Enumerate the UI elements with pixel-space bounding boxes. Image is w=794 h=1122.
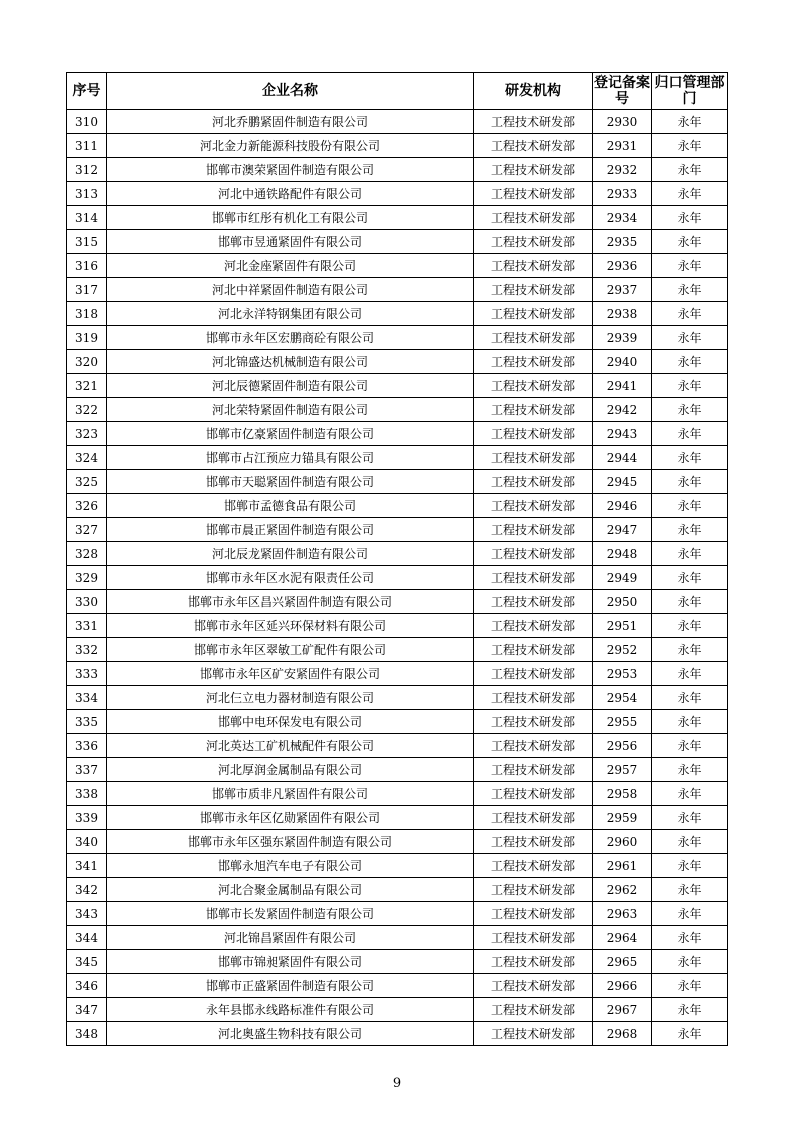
cell-reg-no: 2960	[593, 830, 652, 854]
cell-company: 邯郸市正盛紧固件制造有限公司	[107, 974, 474, 998]
cell-dept: 永年	[652, 206, 728, 230]
cell-seq: 331	[67, 614, 107, 638]
cell-reg-no: 2950	[593, 590, 652, 614]
cell-company: 邯郸市永年区水泥有限责任公司	[107, 566, 474, 590]
table-row	[67, 830, 728, 854]
cell-dept: 永年	[652, 230, 728, 254]
cell-company: 河北乔鹏紧固件制造有限公司	[107, 110, 474, 134]
cell-reg-no: 2962	[593, 878, 652, 902]
cell-seq: 344	[67, 926, 107, 950]
cell-reg-no: 2944	[593, 446, 652, 470]
cell-dept: 永年	[652, 158, 728, 182]
cell-dept: 永年	[652, 734, 728, 758]
cell-org: 工程技术研发部	[474, 278, 593, 302]
cell-reg-no: 2933	[593, 182, 652, 206]
cell-org: 工程技术研发部	[474, 326, 593, 350]
cell-seq: 333	[67, 662, 107, 686]
cell-seq: 318	[67, 302, 107, 326]
table-row	[67, 926, 728, 950]
cell-reg-no: 2935	[593, 230, 652, 254]
cell-seq: 317	[67, 278, 107, 302]
cell-dept: 永年	[652, 686, 728, 710]
cell-org: 工程技术研发部	[474, 566, 593, 590]
cell-org: 工程技术研发部	[474, 110, 593, 134]
cell-dept: 永年	[652, 590, 728, 614]
cell-dept: 永年	[652, 542, 728, 566]
cell-seq: 345	[67, 950, 107, 974]
cell-dept: 永年	[652, 350, 728, 374]
cell-company: 邯郸市占江预应力锚具有限公司	[107, 446, 474, 470]
cell-reg-no: 2930	[593, 110, 652, 134]
cell-dept: 永年	[652, 518, 728, 542]
table-row	[67, 638, 728, 662]
cell-seq: 315	[67, 230, 107, 254]
cell-seq: 339	[67, 806, 107, 830]
cell-reg-no: 2932	[593, 158, 652, 182]
cell-dept: 永年	[652, 614, 728, 638]
cell-seq: 324	[67, 446, 107, 470]
cell-company: 河北合聚金属制品有限公司	[107, 878, 474, 902]
cell-reg-no: 2938	[593, 302, 652, 326]
cell-org: 工程技术研发部	[474, 710, 593, 734]
table-row	[67, 374, 728, 398]
table-row	[67, 662, 728, 686]
cell-company: 永年县邯永线路标准件有限公司	[107, 998, 474, 1022]
cell-seq: 325	[67, 470, 107, 494]
table-row	[67, 206, 728, 230]
cell-reg-no: 2963	[593, 902, 652, 926]
cell-reg-no: 2936	[593, 254, 652, 278]
cell-company: 邯郸市锦昶紧固件有限公司	[107, 950, 474, 974]
table-row	[67, 854, 728, 878]
table-row	[67, 278, 728, 302]
cell-org: 工程技术研发部	[474, 470, 593, 494]
cell-org: 工程技术研发部	[474, 806, 593, 830]
table-row	[67, 134, 728, 158]
cell-dept: 永年	[652, 302, 728, 326]
cell-org: 工程技术研发部	[474, 926, 593, 950]
cell-org: 工程技术研发部	[474, 230, 593, 254]
cell-reg-no: 2954	[593, 686, 652, 710]
page-number: 9	[392, 1076, 402, 1091]
table-row	[67, 446, 728, 470]
registration-table	[66, 72, 728, 1046]
cell-org: 工程技术研发部	[474, 158, 593, 182]
cell-company: 河北中祥紧固件制造有限公司	[107, 278, 474, 302]
cell-reg-no: 2947	[593, 518, 652, 542]
cell-org: 工程技术研发部	[474, 878, 593, 902]
cell-org: 工程技术研发部	[474, 446, 593, 470]
cell-company: 邯郸市质非凡紧固件有限公司	[107, 782, 474, 806]
cell-seq: 337	[67, 758, 107, 782]
cell-company: 河北辰德紧固件制造有限公司	[107, 374, 474, 398]
cell-org: 工程技术研发部	[474, 494, 593, 518]
cell-company: 河北英达工矿机械配件有限公司	[107, 734, 474, 758]
cell-company: 河北永洋特钢集团有限公司	[107, 302, 474, 326]
cell-org: 工程技术研发部	[474, 686, 593, 710]
cell-company: 邯郸市永年区昌兴紧固件制造有限公司	[107, 590, 474, 614]
cell-dept: 永年	[652, 974, 728, 998]
cell-reg-no: 2931	[593, 134, 652, 158]
cell-dept: 永年	[652, 422, 728, 446]
cell-company: 邯郸市晨正紧固件制造有限公司	[107, 518, 474, 542]
cell-reg-no: 2937	[593, 278, 652, 302]
cell-seq: 320	[67, 350, 107, 374]
cell-dept: 永年	[652, 278, 728, 302]
cell-company: 邯郸市永年区延兴环保材料有限公司	[107, 614, 474, 638]
cell-org: 工程技术研发部	[474, 950, 593, 974]
table-body	[67, 110, 728, 1046]
cell-dept: 永年	[652, 110, 728, 134]
cell-seq: 347	[67, 998, 107, 1022]
cell-reg-no: 2951	[593, 614, 652, 638]
cell-seq: 313	[67, 182, 107, 206]
table-row	[67, 158, 728, 182]
cell-dept: 永年	[652, 182, 728, 206]
table-row	[67, 398, 728, 422]
cell-company: 邯郸市澳荣紧固件制造有限公司	[107, 158, 474, 182]
cell-org: 工程技术研发部	[474, 638, 593, 662]
cell-dept: 永年	[652, 662, 728, 686]
cell-dept: 永年	[652, 902, 728, 926]
cell-seq: 335	[67, 710, 107, 734]
cell-org: 工程技术研发部	[474, 902, 593, 926]
cell-seq: 326	[67, 494, 107, 518]
cell-seq: 334	[67, 686, 107, 710]
cell-company: 河北金座紧固件有限公司	[107, 254, 474, 278]
cell-dept: 永年	[652, 494, 728, 518]
cell-reg-no: 2959	[593, 806, 652, 830]
cell-company: 邯郸市永年区亿勋紧固件有限公司	[107, 806, 474, 830]
cell-company: 河北锦盛达机械制造有限公司	[107, 350, 474, 374]
table-row	[67, 302, 728, 326]
table-row	[67, 950, 728, 974]
cell-company: 邯郸市永年区宏鹏商砼有限公司	[107, 326, 474, 350]
cell-dept: 永年	[652, 1022, 728, 1046]
header-reg-no: 登记备案号	[593, 73, 652, 110]
table-row	[67, 758, 728, 782]
table-row	[67, 806, 728, 830]
cell-dept: 永年	[652, 758, 728, 782]
cell-reg-no: 2966	[593, 974, 652, 998]
cell-seq: 314	[67, 206, 107, 230]
cell-company: 邯郸市永年区翠敏工矿配件有限公司	[107, 638, 474, 662]
cell-org: 工程技术研发部	[474, 182, 593, 206]
table-row	[67, 182, 728, 206]
cell-seq: 316	[67, 254, 107, 278]
cell-seq: 346	[67, 974, 107, 998]
table-row	[67, 254, 728, 278]
cell-reg-no: 2956	[593, 734, 652, 758]
header-org: 研发机构	[474, 73, 593, 110]
cell-dept: 永年	[652, 134, 728, 158]
cell-seq: 332	[67, 638, 107, 662]
cell-org: 工程技术研发部	[474, 758, 593, 782]
cell-company: 邯郸市孟德食品有限公司	[107, 494, 474, 518]
cell-reg-no: 2948	[593, 542, 652, 566]
cell-company: 河北奥盛生物科技有限公司	[107, 1022, 474, 1046]
cell-seq: 342	[67, 878, 107, 902]
table-row	[67, 974, 728, 998]
cell-org: 工程技术研发部	[474, 614, 593, 638]
cell-org: 工程技术研发部	[474, 974, 593, 998]
cell-reg-no: 2942	[593, 398, 652, 422]
cell-seq: 319	[67, 326, 107, 350]
cell-company: 邯郸市永年区强东紧固件制造有限公司	[107, 830, 474, 854]
cell-reg-no: 2945	[593, 470, 652, 494]
cell-seq: 329	[67, 566, 107, 590]
cell-org: 工程技术研发部	[474, 206, 593, 230]
cell-company: 河北仨立电力器材制造有限公司	[107, 686, 474, 710]
cell-org: 工程技术研发部	[474, 302, 593, 326]
cell-reg-no: 2967	[593, 998, 652, 1022]
cell-dept: 永年	[652, 998, 728, 1022]
cell-org: 工程技术研发部	[474, 374, 593, 398]
cell-dept: 永年	[652, 326, 728, 350]
cell-seq: 321	[67, 374, 107, 398]
table-row	[67, 422, 728, 446]
table-row	[67, 782, 728, 806]
cell-company: 邯郸市天聪紧固件制造有限公司	[107, 470, 474, 494]
cell-reg-no: 2965	[593, 950, 652, 974]
cell-dept: 永年	[652, 398, 728, 422]
cell-reg-no: 2943	[593, 422, 652, 446]
header-seq: 序号	[67, 73, 107, 110]
cell-org: 工程技术研发部	[474, 830, 593, 854]
cell-dept: 永年	[652, 782, 728, 806]
cell-org: 工程技术研发部	[474, 662, 593, 686]
cell-dept: 永年	[652, 374, 728, 398]
cell-dept: 永年	[652, 950, 728, 974]
cell-reg-no: 2953	[593, 662, 652, 686]
header-dept: 归口管理部门	[652, 73, 728, 110]
cell-dept: 永年	[652, 878, 728, 902]
cell-org: 工程技术研发部	[474, 1022, 593, 1046]
cell-company: 邯郸市长发紧固件制造有限公司	[107, 902, 474, 926]
cell-dept: 永年	[652, 806, 728, 830]
cell-org: 工程技术研发部	[474, 542, 593, 566]
cell-company: 邯郸中电环保发电有限公司	[107, 710, 474, 734]
cell-company: 河北金力新能源科技股份有限公司	[107, 134, 474, 158]
cell-reg-no: 2939	[593, 326, 652, 350]
cell-seq: 330	[67, 590, 107, 614]
cell-company: 河北荣特紧固件制造有限公司	[107, 398, 474, 422]
cell-dept: 永年	[652, 926, 728, 950]
cell-org: 工程技术研发部	[474, 854, 593, 878]
cell-dept: 永年	[652, 710, 728, 734]
table-row	[67, 326, 728, 350]
cell-seq: 328	[67, 542, 107, 566]
cell-company: 邯郸市昱通紧固件有限公司	[107, 230, 474, 254]
table-row	[67, 230, 728, 254]
cell-dept: 永年	[652, 638, 728, 662]
cell-dept: 永年	[652, 254, 728, 278]
cell-reg-no: 2949	[593, 566, 652, 590]
table-row	[67, 710, 728, 734]
cell-reg-no: 2940	[593, 350, 652, 374]
cell-dept: 永年	[652, 830, 728, 854]
cell-reg-no: 2961	[593, 854, 652, 878]
cell-org: 工程技术研发部	[474, 782, 593, 806]
cell-seq: 341	[67, 854, 107, 878]
table-row	[67, 734, 728, 758]
cell-org: 工程技术研发部	[474, 134, 593, 158]
table-row	[67, 518, 728, 542]
cell-seq: 327	[67, 518, 107, 542]
cell-company: 河北厚润金属制品有限公司	[107, 758, 474, 782]
cell-seq: 322	[67, 398, 107, 422]
table-row	[67, 878, 728, 902]
cell-seq: 338	[67, 782, 107, 806]
table-row	[67, 590, 728, 614]
cell-reg-no: 2964	[593, 926, 652, 950]
cell-company: 邯郸永旭汽车电子有限公司	[107, 854, 474, 878]
table-row	[67, 998, 728, 1022]
cell-reg-no: 2958	[593, 782, 652, 806]
cell-seq: 343	[67, 902, 107, 926]
cell-seq: 340	[67, 830, 107, 854]
table-row	[67, 614, 728, 638]
cell-reg-no: 2946	[593, 494, 652, 518]
cell-dept: 永年	[652, 854, 728, 878]
table-row	[67, 494, 728, 518]
cell-company: 河北中通铁路配件有限公司	[107, 182, 474, 206]
table-row	[67, 470, 728, 494]
cell-seq: 336	[67, 734, 107, 758]
cell-seq: 310	[67, 110, 107, 134]
cell-org: 工程技术研发部	[474, 734, 593, 758]
cell-company: 邯郸市红彤有机化工有限公司	[107, 206, 474, 230]
table-header-row	[67, 73, 728, 110]
cell-seq: 312	[67, 158, 107, 182]
cell-seq: 311	[67, 134, 107, 158]
cell-seq: 323	[67, 422, 107, 446]
cell-reg-no: 2952	[593, 638, 652, 662]
cell-reg-no: 2957	[593, 758, 652, 782]
cell-reg-no: 2941	[593, 374, 652, 398]
cell-company: 河北辰龙紧固件制造有限公司	[107, 542, 474, 566]
table-row	[67, 542, 728, 566]
cell-reg-no: 2934	[593, 206, 652, 230]
cell-org: 工程技术研发部	[474, 998, 593, 1022]
header-company: 企业名称	[107, 73, 474, 110]
table-row	[67, 110, 728, 134]
cell-dept: 永年	[652, 470, 728, 494]
cell-org: 工程技术研发部	[474, 398, 593, 422]
table-row	[67, 686, 728, 710]
table-row	[67, 350, 728, 374]
table-row	[67, 902, 728, 926]
cell-seq: 348	[67, 1022, 107, 1046]
cell-dept: 永年	[652, 446, 728, 470]
cell-org: 工程技术研发部	[474, 350, 593, 374]
cell-org: 工程技术研发部	[474, 590, 593, 614]
cell-dept: 永年	[652, 566, 728, 590]
cell-company: 邯郸市永年区矿安紧固件有限公司	[107, 662, 474, 686]
cell-reg-no: 2968	[593, 1022, 652, 1046]
cell-reg-no: 2955	[593, 710, 652, 734]
cell-org: 工程技术研发部	[474, 422, 593, 446]
table-row	[67, 566, 728, 590]
cell-org: 工程技术研发部	[474, 254, 593, 278]
cell-org: 工程技术研发部	[474, 518, 593, 542]
table-row	[67, 1022, 728, 1046]
cell-company: 河北锦昌紧固件有限公司	[107, 926, 474, 950]
cell-company: 邯郸市亿豪紧固件制造有限公司	[107, 422, 474, 446]
